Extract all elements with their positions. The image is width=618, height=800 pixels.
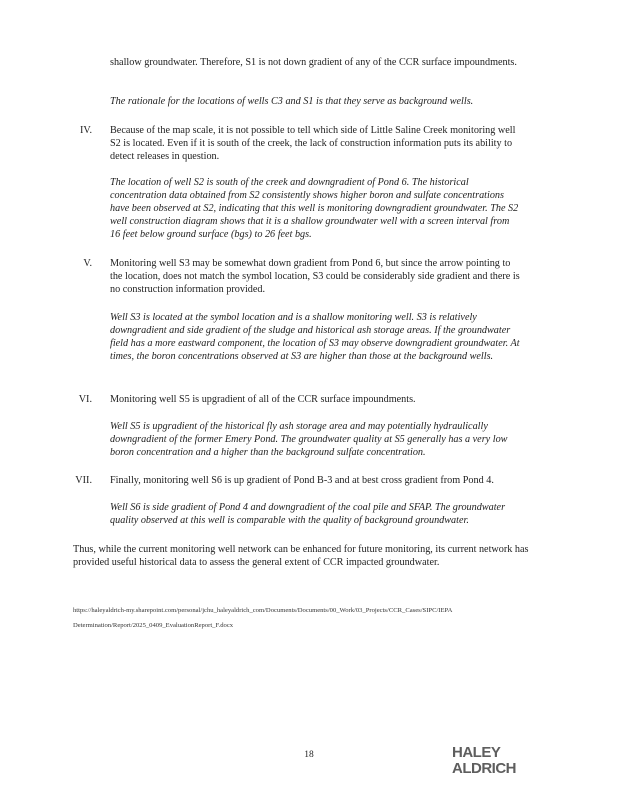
page-number: 18	[304, 750, 314, 760]
logo-line-2: ALDRICH	[452, 760, 516, 777]
item-response: Well S3 is located at the symbol location and is a shallow monitoring well. S3 is relatively downgradient and side gradient of the sludge and historical ash storage areas. If the groundwater field has a more eastward component, the location of S3 may observe downgradient groundwater. At times, the boron concentrations observed at S3 are higher than those at the background wells.	[110, 312, 520, 362]
item-response: The location of well S2 is south of the creek and downgradient of Pond 6. The historical concentration data obtained from S2 consistently shows higher boron and sulfate concentrations have been observed at S2, indicating that this well is monitoring downgradient groundwater. The S2 well construction diagram shows that it is a shallow groundwater well with a screen interval from 16 feet below ground surface (bgs) to 26 feet bgs.	[110, 177, 519, 240]
item-numeral: V.	[83, 258, 92, 269]
conclusion-paragraph: Thus, while the current monitoring well network can be enhanced for future monitoring, its current network has provided useful historical data to assess the general extent of CCR impacted groundwater.	[73, 544, 529, 568]
item-response: The rationale for the locations of wells C3 and S1 is that they serve as background wells.	[110, 96, 474, 107]
item-response: Well S6 is side gradient of Pond 4 and downgradient of the coal pile and SFAP. The groundwater quality observed at this well is comparable with the quality of background groundwater.	[110, 502, 506, 526]
company-logo	[452, 745, 548, 777]
item-statement: Monitoring well S3 may be somewhat down gradient from Pond 6, but since the arrow pointing to the location, does not match the symbol location, S3 could be considerably side gradient and there is no construction information provided.	[110, 258, 520, 295]
item-numeral: IV.	[80, 125, 92, 136]
item-statement: Finally, monitoring well S6 is up gradient of Pond B-3 and at best cross gradient from Pond 4.	[110, 475, 494, 486]
footer-file-path: https://haleyaldrich-my.sharepoint.com/personal/jchu_haleyaldrich_com/Documents/Documents/00_Work/03_Projects/CCR_Cases/SIPC/IEPA Determination/Report/2025_0409_EvaluationReport_F.docx	[73, 607, 452, 629]
logo-line-1: HALEY	[452, 744, 501, 761]
item-statement: Monitoring well S5 is upgradient of all of the CCR surface impoundments.	[110, 394, 416, 405]
item-statement: Because of the map scale, it is not possible to tell which side of Little Saline Creek monitoring well S2 is located. Even if it is south of the creek, the lack of construction information puts its ability to detect releases in question.	[110, 125, 516, 162]
item-statement: shallow groundwater. Therefore, S1 is not down gradient of any of the CCR surface impoundments.	[110, 57, 517, 68]
item-numeral: VII.	[75, 475, 92, 486]
item-numeral: VI.	[78, 394, 92, 405]
item-response: Well S5 is upgradient of the historical fly ash storage area and may potentially hydraulically downgradient of the former Emery Pond. The groundwater quality at S5 generally has a very low boron concentration and a higher than the background sulfate concentration.	[110, 421, 508, 458]
